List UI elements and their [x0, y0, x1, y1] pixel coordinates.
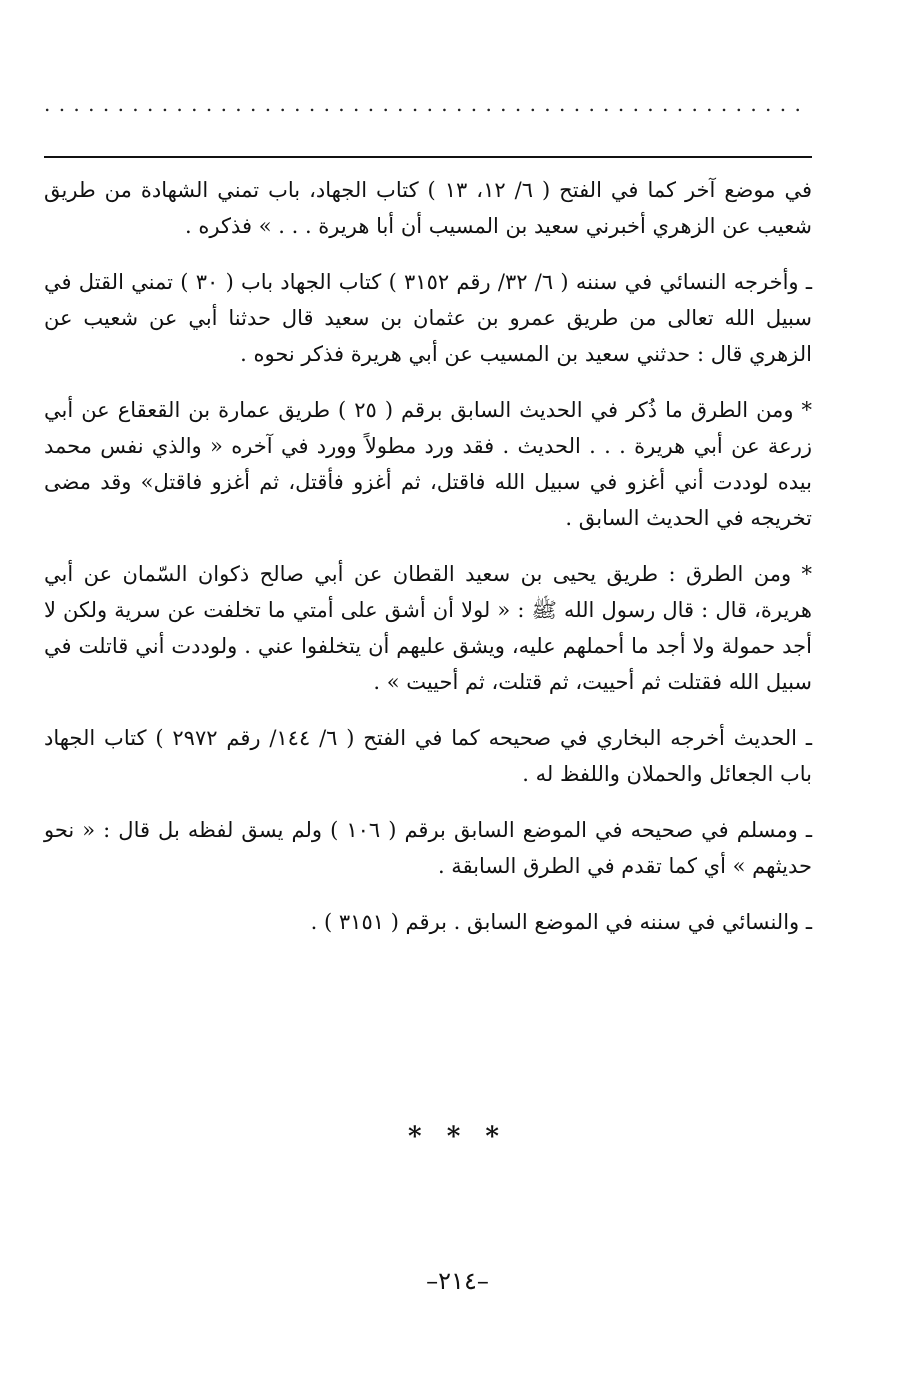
separator-dots: . . . . . . . . . . . . . . . . . . . . . . . . . . . . . . . . . . . . . . . . . . . . . . . . . . . . [44, 92, 802, 116]
paragraph-3: * ومن الطرق ما ذُكر في الحديث السابق برقم ( ٢٥ ) طريق عمارة بن القعقاع عن أبي زرعة عن أبي هريرة . . . الحديث . فقد ورد مطولاً وورد في آخره « والذي نفس محمد بيده لوددت أني أغزو في سبيل الله فاقتل، ثم أغزو فأقتل، ثم أغزو فاقتل» وقد مضى تخريجه في الحديث السابق . [44, 398, 812, 530]
paragraph-2: ـ وأخرجه النسائي في سننه ( ٦/ ٣٢/ رقم ٣١٥٢ ) كتاب الجهاد باب ( ٣٠ ) تمني القتل في سبيل الله تعالى من طريق عمرو بن عثمان بن سعيد قال حدثنا أبي عن شعيب عن الزهري قال : حدثني سعيد بن المسيب عن أبي هريرة فذكر نحوه . [44, 270, 812, 366]
paragraph-4: * ومن الطرق : طريق يحيى بن سعيد القطان عن أبي صالح ذكوان السّمان عن أبي هريرة، قال : قال رسول الله ﷺ : « لولا أن أشق على أمتي ما تخلفت عن سرية ولكن لا أجد حمولة ولا أجد ما أحملهم عليه، ويشق عليهم أن يتخلفوا عني . ولوددت أني قاتلت في سبيل الله فقتلت ثم أحييت، ثم قتلت، ثم أحييت » . [44, 562, 812, 694]
paragraph-7: ـ والنسائي في سننه في الموضع السابق . برقم ( ٣١٥١ ) . [310, 910, 812, 934]
section-end-stars: * * * [408, 1122, 507, 1152]
page-body [44, 172, 812, 960]
paragraph-5: ـ الحديث أخرجه البخاري في صحيحه كما في الفتح ( ٦/ ١٤٤/ رقم ٢٩٧٢ ) كتاب الجهاد باب الجعائل والحملان واللفظ له . [44, 726, 812, 786]
paragraph-6: ـ ومسلم في صحيحه في الموضع السابق برقم ( ١٠٦ ) ولم يسق لفظه بل قال : « نحو حديثهم » أي كما تقدم في الطرق السابقة . [44, 818, 812, 878]
page-number: –٢١٤– [426, 1267, 489, 1295]
header-rule [44, 156, 812, 158]
paragraph-1: في موضع آخر كما في الفتح ( ٦/ ١٢، ١٣ ) كتاب الجهاد، باب تمني الشهادة من طريق شعيب عن الزهري أخبرني سعيد بن المسيب أن أبا هريرة . . . » فذكره . [44, 178, 812, 238]
